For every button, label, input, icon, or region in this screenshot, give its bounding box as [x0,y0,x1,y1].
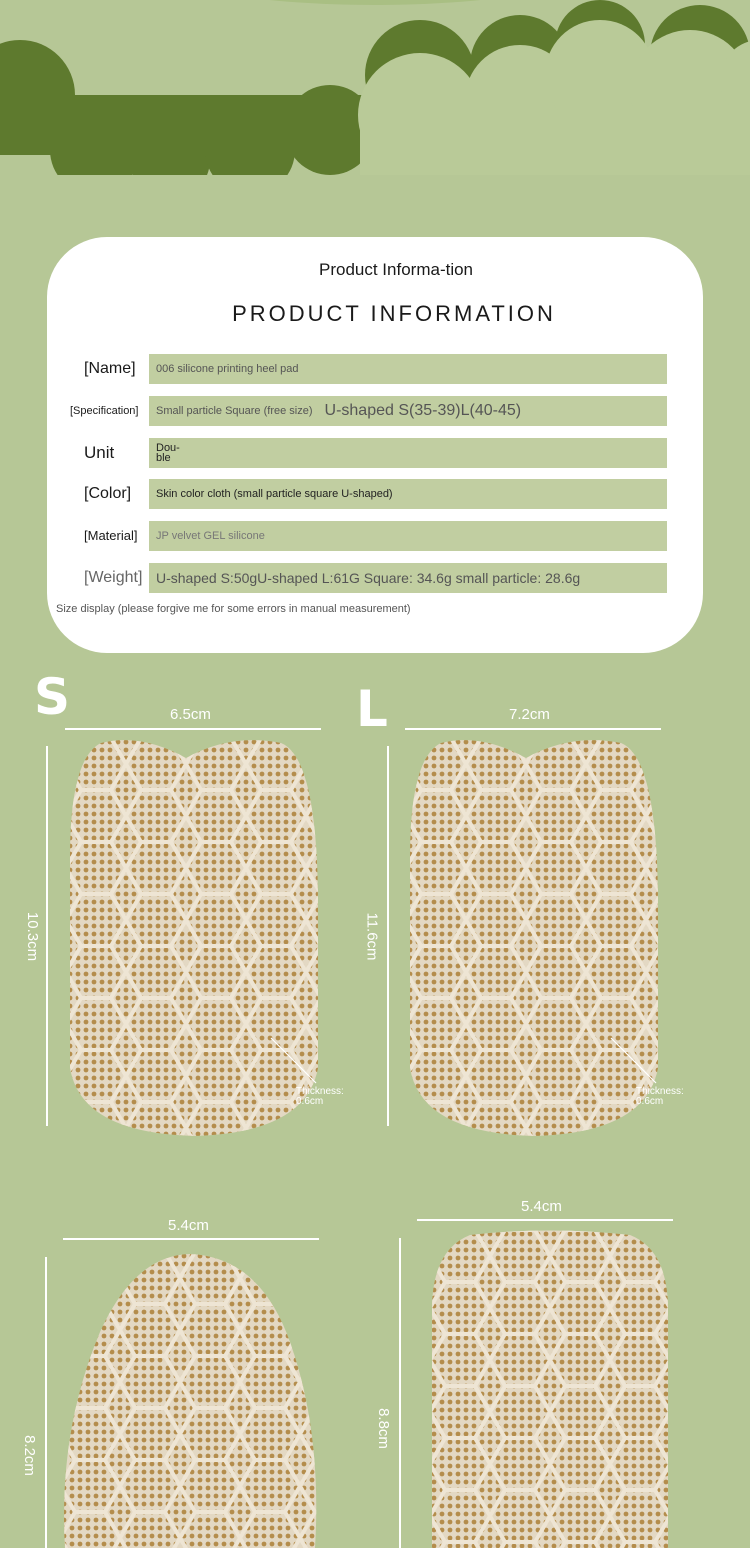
specification-row [47,396,703,426]
square-height-label: 8.8cm [374,1408,392,1449]
material-row [47,521,703,551]
name-row [47,354,703,384]
size-l-thickness [636,1087,684,1107]
size-l-width-line [405,728,661,730]
small-particle-height-line [45,1257,47,1548]
name-label: [Name] [84,360,136,377]
specification-value-main: Small particle Square (free size) [156,405,313,417]
size-s-width-label: 6.5cm [170,706,211,723]
u-pad-large [406,738,662,1140]
small-particle-width-line [63,1238,319,1240]
specification-value [149,396,667,426]
material-label: [Material] [84,528,138,543]
weight-value: U-shaped S:50gU-shaped L:61G Square: 34.6g small particle: 28.6g [149,563,667,593]
color-label: [Color] [84,485,132,502]
size-s-width-line [65,728,321,730]
size-l-thickness-value: 0.6cm [636,1096,664,1107]
square-pad [430,1230,670,1548]
size-s-thickness-value: 0.6cm [296,1096,324,1107]
size-s-thickness [296,1087,344,1107]
name-value: 006 silicone printing heel pad [149,354,667,384]
unit-label: Unit [84,443,115,462]
size-l-letter: L [356,680,388,738]
size-s-height-label: 10.3cm [24,911,42,962]
product-info-title: PRODUCT INFORMATION [232,301,556,326]
small-particle-pad [60,1252,322,1548]
square-width-label: 5.4cm [521,1198,562,1215]
specification-value-extra: U-shaped S(35-39)L(40-45) [324,402,522,419]
size-l-width-label: 7.2cm [509,706,550,723]
color-row [47,479,703,509]
small-particle-height-label: 8.2cm [20,1435,38,1476]
size-s-height-line [46,746,48,1126]
size-s-letter: S [34,668,71,726]
tree-banner [0,0,750,230]
weight-label: [Weight] [84,569,143,586]
size-l-height-label: 11.6cm [363,912,381,961]
square-height-line [399,1238,401,1548]
color-value: Skin color cloth (small particle square U-shaped) [149,479,667,509]
size-l-height-line [387,746,389,1126]
square-width-line [417,1219,673,1221]
weight-row [47,563,703,593]
material-value: JP velvet GEL silicone [149,521,667,551]
unit-row [47,438,703,468]
product-info-title-cn: Product Informa-tion [319,260,474,279]
product-info-card [47,237,703,653]
unit-value: Dou-ble [149,438,667,468]
u-pad-small [66,738,322,1140]
size-s-thickness-label: Thickness: [296,1086,344,1097]
specification-label: [Specification] [70,405,139,417]
size-note: Size display (please forgive me for some errors in manual measurement) [56,603,411,615]
size-l-thickness-label: Thickness: [636,1086,684,1097]
small-particle-width-label: 5.4cm [168,1217,209,1234]
